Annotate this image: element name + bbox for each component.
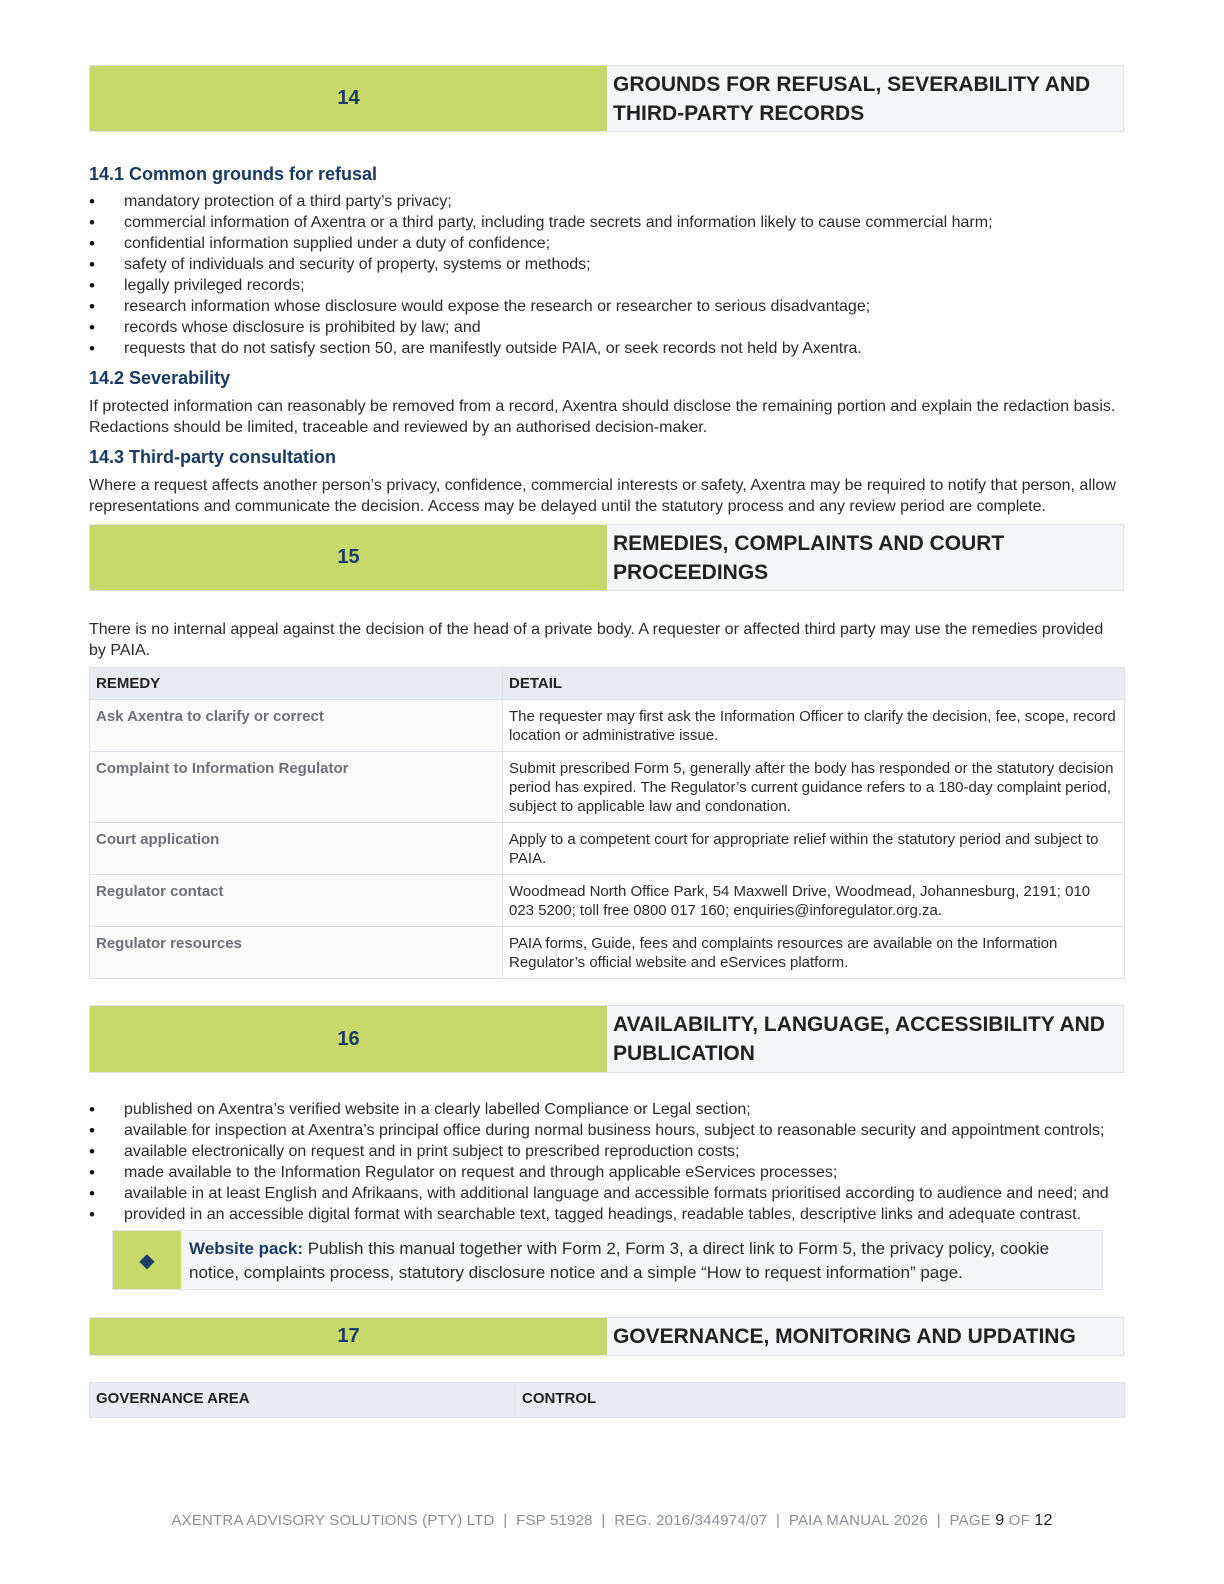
section-number: 14 <box>90 66 607 131</box>
column-header-detail: DETAIL <box>503 668 1125 700</box>
list-item: • available in at least English and Afrikaans, with additional language and accessible formats prioritised according to audience and need; and <box>89 1183 1124 1204</box>
list-item: • provided in an accessible digital format with searchable text, tagged headings, readable tables, descriptive links and adequate contrast. <box>89 1204 1124 1225</box>
table-row <box>90 823 1125 875</box>
table-row <box>90 927 1125 979</box>
detail-cell: Submit prescribed Form 5, generally after the body has responded or the statutory decision period has expired. The Regulator’s current guidance refers to a 180-day complaint period, subject to applicable law and condonation. <box>503 752 1125 823</box>
third-party-text: Where a request affects another person’s privacy, confidence, commercial interests or safety, Axentra may be required to notify that person, allow representations and communicate the decision. Access may be delayed until the statutory process and any review period are complete. <box>89 477 1116 515</box>
remedy-cell: Ask Axentra to clarify or correct <box>90 700 503 752</box>
remedy-cell: Court application <box>90 823 503 875</box>
remedies-intro: There is no internal appeal against the decision of the head of a private body. A requester or affected third party may use the remedies provided by PAIA. <box>89 621 1104 659</box>
subheading-14-2: 14.2 Severability <box>89 368 231 388</box>
column-header-control: CONTROL <box>516 1383 1125 1418</box>
list-item: • commercial information of Axentra or a third party, including trade secrets and information likely to cause commercial harm; <box>89 212 1124 233</box>
section-14-header <box>89 65 1124 132</box>
list-item: • research information whose disclosure would expose the research or researcher to serious disadvantage; <box>89 296 1124 317</box>
table-row <box>90 875 1125 927</box>
section-number: 17 <box>90 1318 607 1355</box>
detail-cell: Apply to a competent court for appropriate relief within the statutory period and subject to PAIA. <box>503 823 1125 875</box>
remedy-cell: Complaint to Information Regulator <box>90 752 503 823</box>
remedy-cell: Regulator resources <box>90 927 503 979</box>
list-item: • available electronically on request and in print subject to prescribed reproduction costs; <box>89 1141 1124 1162</box>
section-title: REMEDIES, COMPLAINTS AND COURT PROCEEDINGS <box>607 525 1123 590</box>
page-footer <box>0 1512 1224 1530</box>
subheading-14-1: 14.1 Common grounds for refusal <box>89 164 378 184</box>
severability-text: If protected information can reasonably be removed from a record, Axentra should disclose the remaining portion and explain the redaction basis. Redactions should be limited, traceable and reviewed by an authorised decision-maker. <box>89 398 1116 436</box>
section-title: AVAILABILITY, LANGUAGE, ACCESSIBILITY AND PUBLICATION <box>607 1006 1123 1072</box>
table-row <box>90 752 1125 823</box>
list-item: • available for inspection at Axentra’s principal office during normal business hours, subject to reasonable security and appointment controls; <box>89 1120 1124 1141</box>
subheading-14-3: 14.3 Third-party consultation <box>89 447 337 467</box>
remedy-cell: Regulator contact <box>90 875 503 927</box>
refusal-grounds-list <box>89 191 1124 359</box>
list-item: • published on Axentra’s verified website in a clearly labelled Compliance or Legal section; <box>89 1099 1124 1120</box>
section-number: 16 <box>90 1006 607 1072</box>
table-row <box>90 700 1125 752</box>
list-item: • made available to the Information Regulator on request and through applicable eServices processes; <box>89 1162 1124 1183</box>
column-header-governance-area: GOVERNANCE AREA <box>90 1383 516 1418</box>
detail-cell: Woodmead North Office Park, 54 Maxwell Drive, Woodmead, Johannesburg, 2191; 010 023 5200; toll free 0800 017 160; enquiries@inforegulator.org.za. <box>503 875 1125 927</box>
column-header-remedy: REMEDY <box>90 668 503 700</box>
list-item: • legally privileged records; <box>89 275 1124 296</box>
list-item: • mandatory protection of a third party’s privacy; <box>89 191 1124 212</box>
footer-of: OF <box>1008 1512 1031 1529</box>
document-page <box>89 65 1124 1418</box>
callout-text <box>181 1231 1102 1289</box>
website-pack-callout <box>112 1230 1103 1290</box>
availability-list <box>89 1099 1124 1225</box>
table-header-row <box>90 1383 1125 1418</box>
section-16-header <box>89 1005 1124 1073</box>
section-title: GOVERNANCE, MONITORING AND UPDATING <box>607 1318 1123 1355</box>
table-header-row <box>90 668 1125 700</box>
page-number: 9 <box>995 1512 1005 1529</box>
page-total: 12 <box>1034 1512 1053 1529</box>
section-title: GROUNDS FOR REFUSAL, SEVERABILITY AND THIRD-PARTY RECORDS <box>607 66 1123 131</box>
governance-table <box>89 1382 1125 1418</box>
section-17-header <box>89 1317 1124 1356</box>
list-item: • requests that do not satisfy section 50, are manifestly outside PAIA, or seek records not held by Axentra. <box>89 338 1124 359</box>
callout-body: Publish this manual together with Form 2, Form 3, a direct link to Form 5, the privacy policy, cookie notice, complaints process, statutory disclosure notice and a simple “How to request information” page. <box>189 1239 1050 1282</box>
detail-cell: PAIA forms, Guide, fees and complaints resources are available on the Information Regulator’s official website and eServices platform. <box>503 927 1125 979</box>
list-item: • confidential information supplied under a duty of confidence; <box>89 233 1124 254</box>
section-15-header <box>89 524 1124 591</box>
detail-cell: The requester may first ask the Information Officer to clarify the decision, fee, scope, record location or administrative issue. <box>503 700 1125 752</box>
remedies-table <box>89 667 1125 979</box>
diamond-icon: ◆ <box>113 1231 181 1289</box>
callout-label: Website pack: <box>189 1239 304 1258</box>
list-item: • records whose disclosure is prohibited by law; and <box>89 317 1124 338</box>
section-number: 15 <box>90 525 607 590</box>
footer-text: AXENTRA ADVISORY SOLUTIONS (PTY) LTD | FSP 51928 | REG. 2016/344974/07 | PAIA MANUAL 2026 | PAGE <box>171 1512 991 1529</box>
list-item: • safety of individuals and security of property, systems or methods; <box>89 254 1124 275</box>
